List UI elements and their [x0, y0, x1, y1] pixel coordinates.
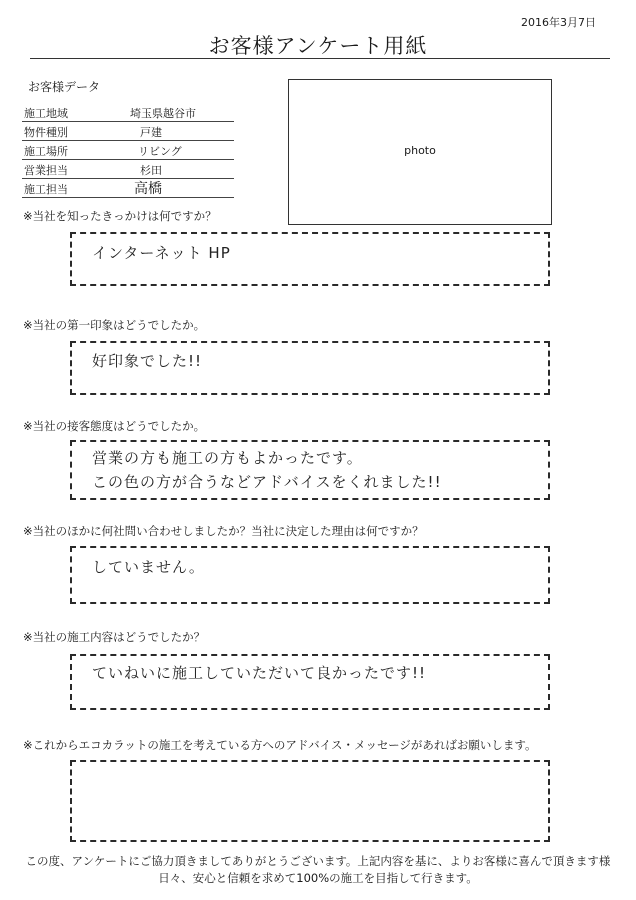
question-how-found: ※当社を知ったきっかけは何ですか？ [23, 209, 217, 223]
footer-line-2: 日々、安心と信頼を求めて100%の施工を目指して行きます。 [158, 871, 478, 885]
answer-text: 好印象でした!! [92, 352, 203, 370]
answer-text: 営業の方も施工の方もよかったです。 [92, 449, 363, 467]
answer-box-other-companies [70, 546, 550, 604]
data-row-area [22, 104, 234, 122]
page-title: お客様アンケート用紙 [208, 34, 428, 58]
answer-text: この色の方が合うなどアドバイスをくれました!! [92, 473, 442, 491]
footer-line-1: この度、アンケートにご協力頂きましてありがとうございます。上記内容を基に、よりお客様に喜んで頂きます様 [25, 854, 611, 868]
survey-date: 2016年3月7日 [521, 16, 596, 29]
data-row-installer [22, 180, 234, 198]
data-value-handwritten: 高橋 [134, 181, 162, 197]
data-label: 物件種別 [24, 126, 68, 139]
data-value: 杉田 [140, 164, 162, 177]
data-label: 施工地域 [24, 107, 68, 120]
photo-label: photo [404, 144, 436, 157]
data-label: 施工場所 [24, 145, 68, 158]
data-value: 埼玉県越谷市 [130, 107, 196, 120]
answer-box-advice-message [70, 760, 550, 842]
question-other-companies: ※当社のほかに何社問い合わせしましたか？当社に決定した理由は何ですか？ [23, 524, 424, 538]
data-value: リビング [138, 145, 182, 158]
question-installation-quality: ※当社の施工内容はどうでしたか？ [23, 630, 206, 644]
data-label: 営業担当 [24, 164, 68, 177]
question-advice-message: ※これからエコカラットの施工を考えている方へのアドバイス・メッセージがあればお願いします。 [23, 738, 537, 752]
answer-box-service-attitude [70, 440, 550, 500]
data-value: 戸建 [140, 126, 162, 139]
answer-box-how-found [70, 232, 550, 286]
question-service-attitude: ※当社の接客態度はどうでしたか。 [23, 419, 206, 433]
answer-text: ていねいに施工していただいて良かったです!! [92, 664, 427, 682]
customer-data-heading: お客様データ [28, 80, 101, 94]
answer-box-installation-quality [70, 654, 550, 710]
data-row-location [22, 142, 234, 160]
answer-text: していません。 [92, 558, 205, 576]
answer-text: インターネット HP [92, 244, 231, 262]
answer-box-first-impression [70, 341, 550, 395]
question-first-impression: ※当社の第一印象はどうでしたか。 [23, 318, 206, 332]
data-row-sales-rep [22, 161, 234, 179]
photo-placeholder [288, 79, 552, 225]
data-row-property-type [22, 123, 234, 141]
data-label: 施工担当 [24, 183, 68, 196]
title-underline [30, 58, 610, 59]
